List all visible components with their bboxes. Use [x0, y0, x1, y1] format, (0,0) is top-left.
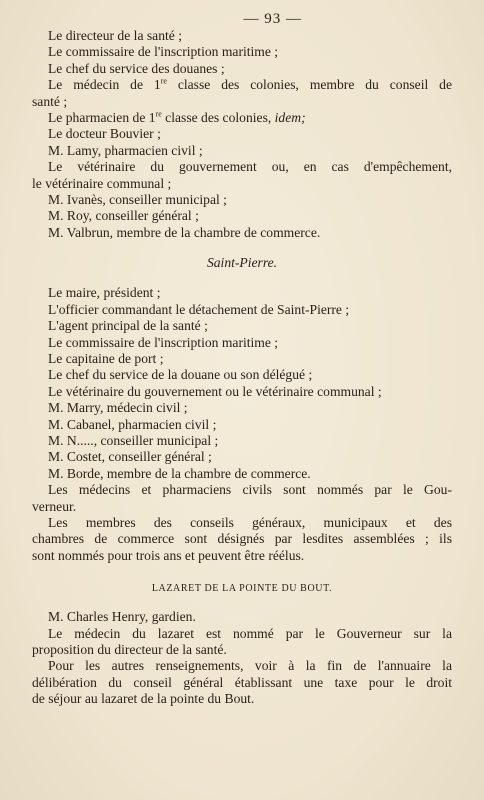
list-item: M. Valbrun, membre de la chambre de commerce.	[48, 224, 321, 240]
list-item: Le chef du service de la douane ou son délégué ;	[48, 367, 313, 383]
list-item: M. N....., conseiller municipal ;	[48, 432, 219, 448]
paragraph-line: sont nommés pour trois ans et peuvent être réélus.	[32, 547, 305, 563]
committee-list-2	[32, 285, 452, 482]
paragraph-line: délibération du conseil général établissant une taxe pour le droit	[32, 674, 452, 690]
list-item: Le maire, président ;	[48, 285, 161, 301]
committee-list-1	[32, 28, 452, 241]
paragraph-line: Les médecins et pharmaciens civils sont nommés par le Gou-	[48, 482, 452, 498]
list-item: Le chef du service des douanes ;	[48, 60, 225, 76]
paragraph-membres	[32, 515, 452, 564]
list-item: M. Borde, membre de la chambre de commerce.	[48, 465, 311, 481]
list-item: Le docteur Bouvier ;	[48, 126, 161, 142]
paragraph-medecin-lazaret	[32, 626, 452, 659]
paragraph-renseignements	[32, 658, 452, 707]
paragraph-line: Le médecin du lazaret est nommé par le Gouverneur sur la	[48, 625, 452, 641]
list-item: Le vétérinaire du gouvernement ou le vétérinaire communal ;	[48, 383, 382, 399]
lazaret-heading: LAZARET DE LA POINTE DU BOUT.	[151, 583, 333, 595]
list-item: M. Roy, conseiller général ;	[48, 208, 199, 224]
paragraph-line: Pour les autres renseignements, voir à la fin de l'annuaire la	[48, 658, 452, 674]
list-item: L'agent principal de la santé ;	[48, 318, 208, 334]
list-item: Le commissaire de l'inscription maritime ;	[48, 334, 279, 350]
paragraph-line: chambres de commerce sont désignés par lesdites assemblées ; ils	[32, 531, 452, 547]
paragraph-line: verneur.	[32, 498, 77, 514]
list-item: Le médecin de 1re classe des colonies, membre du conseil de	[48, 76, 452, 93]
list-item: Le directeur de la santé ;	[48, 28, 182, 43]
list-item: M. Cabanel, pharmacien civil ;	[48, 416, 217, 432]
page-number: — 93 —	[243, 11, 302, 27]
paragraph-nomination	[32, 482, 452, 515]
list-item: M. Costet, conseiller général ;	[48, 449, 212, 465]
list-item: Le pharmacien de 1re classe des colonies, idem;	[48, 109, 306, 126]
list-item: M. Marry, médecin civil ;	[48, 400, 188, 416]
list-item-continuation: le vétérinaire communal ;	[32, 175, 172, 191]
list-item: Le capitaine de port ;	[48, 350, 164, 366]
gardien-line: M. Charles Henry, gardien.	[48, 609, 196, 625]
list-item: M. Ivanès, conseiller municipal ;	[48, 192, 227, 208]
list-item: Le commissaire de l'inscription maritime ;	[48, 44, 279, 60]
paragraph-line: Les membres des conseils généraux, municipaux et des	[48, 514, 452, 530]
section-heading: Saint-Pierre.	[206, 255, 278, 271]
list-item: Le vétérinaire du gouvernement ou, en cas d'empêchement,	[48, 159, 452, 175]
paragraph-line: de séjour au lazaret de la pointe du Bout.	[32, 691, 255, 707]
list-item: M. Lamy, pharmacien civil ;	[48, 142, 203, 158]
list-item-continuation: santé ;	[32, 93, 68, 109]
paragraph-line: proposition du directeur de la santé.	[32, 642, 227, 657]
list-item: L'officier commandant le détachement de Saint-Pierre ;	[48, 301, 350, 317]
